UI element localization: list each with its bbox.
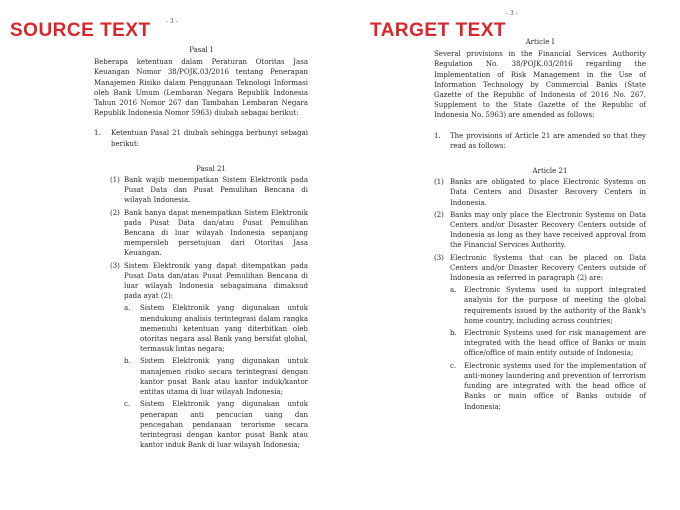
source-clause-3 — [110, 261, 308, 302]
source-document — [94, 45, 308, 450]
target-subitem-a — [450, 285, 646, 326]
target-page-number: - 3 - — [506, 10, 518, 17]
source-heading: SOURCE TEXT — [10, 20, 151, 41]
source-subitems — [110, 303, 308, 450]
target-subitem-text: Electronic systems used for the implementation of anti-money laundering and prevention of terrorism funding are integrated with the head office of Banks or main office of Banks outside of Indonesia; — [464, 361, 646, 411]
target-subitem-text: Electronic Systems used to support integrated analysis for the purpose of meeting the global requirements issued by the authority of the Bank's home country, including across countries; — [464, 286, 646, 325]
target-subitem-letter: b. — [450, 329, 457, 338]
source-page-number: - 3 - — [166, 18, 178, 25]
target-clause-number: (3) — [434, 253, 444, 262]
target-intro: Several provisions in the Financial Services Authority Regulation No. 38/POJK.03/2016 regarding the Implementation of Risk Management in the Use of Information Technology by Commercial Banks (State Gazette of the Republic of Indonesia of 2016 No. 267, Supplement to the State Gazette of the Republic of Indonesia No. 5963) are amended as follows: — [434, 50, 646, 120]
target-clause-1 — [434, 177, 646, 208]
source-clause-2 — [110, 208, 308, 259]
target-subitem-letter: c. — [450, 361, 457, 370]
source-subitem-a — [124, 303, 308, 354]
target-clause-text: Electronic Systems that can be placed on Data Centers and/or Disaster Recovery Centers outside of Indonesia as referred in paragraph (2) are: — [450, 253, 646, 283]
source-subitem-b — [124, 356, 308, 397]
target-item-1-number: 1. — [434, 131, 441, 140]
target-clause-number: (2) — [434, 210, 444, 219]
target-sub-title: Article 21 — [532, 167, 568, 176]
target-article-title: Article I — [525, 38, 555, 46]
target-item-1 — [434, 131, 646, 151]
target-clause-2 — [434, 210, 646, 251]
source-clause-number: (2) — [110, 208, 120, 217]
target-clause-text: Banks are obligated to place Electronic Systems on Data Centers and Disaster Recovery Centers in Indonesia. — [450, 178, 646, 207]
source-item-1 — [94, 128, 308, 148]
target-subitem-letter: a. — [450, 286, 457, 295]
source-subitem-text: Sistem Elektronik yang digunakan untuk mendukung analisis terintegrasi dalam rangka memenuhi ketentuan yang diterbitkan oleh otoritas negara asal Bank yang bersifat global, termasuk lintas negara; — [140, 304, 308, 354]
target-heading: TARGET TEXT — [370, 20, 507, 41]
source-article-title: Pasal I — [189, 46, 213, 54]
source-clause-text: Sistem Elektronik yang dapat ditempatkan pada Pusat Data dan/atau Pusat Pemulihan Bencana di luar wilayah Indonesia sebagaimana dimaksud pada ayat (2): — [124, 261, 308, 301]
source-clause-number: (1) — [110, 176, 120, 185]
source-item-1-number: 1. — [94, 129, 101, 138]
target-subitem-b — [450, 328, 646, 359]
target-clause-text: Banks may only place the Electronic Systems on Data Centers and/or Disaster Recovery Centers outside of Indonesia as long as they have received approval from the Financial Services Authority. — [450, 210, 646, 250]
source-subitem-letter: a. — [124, 304, 131, 313]
source-item-1-text: Ketentuan Pasal 21 diubah sehingga berbunyi sebagai berikut: — [111, 129, 308, 148]
target-subitem-c — [450, 361, 646, 412]
source-subitem-text: Sistem Elektronik yang digunakan untuk manajemen risiko secara terintegrasi dengan kantor pusat Bank atau kantor induk/kantor entitas utama di luar wilayah Indonesia; — [140, 357, 308, 397]
source-intro: Beberapa ketentuan dalam Peraturan Otoritas Jasa Keuangan Nomor 38/POJK.03/2016 tentang Penerapan Manajemen Risiko dalam Penggunaan Teknologi Informasi oleh Bank Umum (Lembaran Negara Republik Indonesia Tahun 2016 Nomor 267 dan Tambahan Lembaran Negara Republik Indonesia Nomor 5963) diubah sebagai berikut: — [94, 58, 308, 118]
source-subitem-letter: c. — [124, 400, 131, 409]
target-clause-number: (1) — [434, 178, 444, 187]
source-clauses — [94, 175, 308, 450]
target-subitem-text: Electronic Systems used for risk management are integrated with the head office of Banks or main office/office of main entity outside of Indonesia; — [464, 329, 646, 358]
source-clause-text: Bank wajib menempatkan Sistem Elektronik pada Pusat Data dan Pusat Pemulihan Bencana di wilayah Indonesia. — [124, 176, 308, 205]
target-clauses — [434, 177, 646, 411]
source-sub-title: Pasal 21 — [196, 164, 226, 173]
source-clause-text: Bank hanya dapat menempatkan Sistem Elektronik pada Pusat Data dan/atau Pusat Pemulihan Bencana di luar wilayah Indonesia sepanjang memperoleh persetujuan dari Otoritas Jasa Keuangan. — [124, 208, 308, 258]
source-clause-number: (3) — [110, 261, 120, 270]
target-document — [434, 37, 646, 412]
source-subitem-c — [124, 399, 308, 450]
target-clause-3 — [434, 253, 646, 284]
source-subitem-letter: b. — [124, 357, 131, 366]
source-clause-1 — [110, 175, 308, 206]
source-subitem-text: Sistem Elektronik yang digunakan untuk penerapan anti pencucian uang dan pencegahan pendanaan terorisme secara terintegrasi dengan kantor pusat Bank atau kantor induk Bank di luar wilayah Indonesia; — [140, 400, 308, 450]
target-item-1-text: The provisions of Article 21 are amended so that they read as follows: — [450, 131, 646, 150]
target-subitems — [434, 285, 646, 411]
target-panel — [340, 0, 680, 510]
